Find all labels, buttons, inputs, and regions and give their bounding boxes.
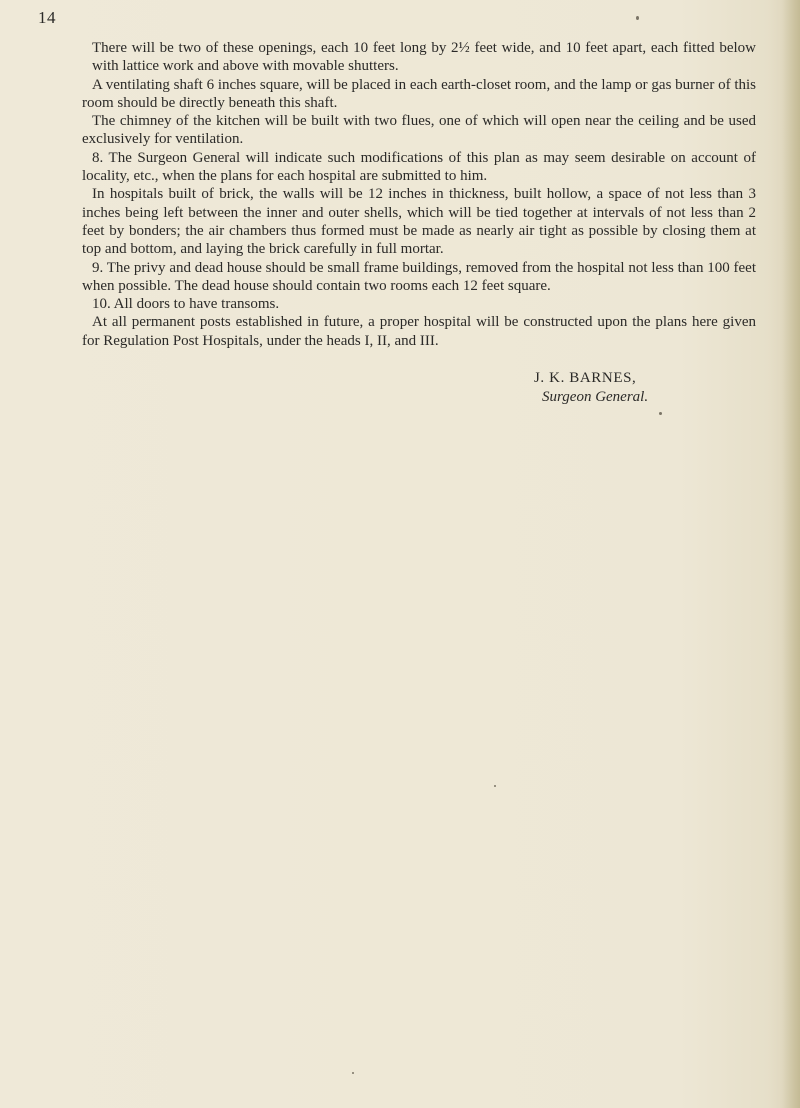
paragraph-text: In hospitals built of brick, the walls will be 12 inches in thickness, built hollow, a space of not less than 3 inches being left between the inner and outer shells, which will be tied together at intervals of not less than 2 feet by bonders; the air chambers thus formed must be made as nearly air tight as possible by closing them at top and bottom, and laying the brick carefully in full mortar. (82, 186, 756, 258)
paper-speck (352, 1072, 354, 1074)
paper-speck (494, 785, 496, 787)
paragraph-9 (82, 259, 756, 296)
paragraph-text: A ventilating shaft 6 inches square, will be placed in each earth-closet room, and the lamp or gas burner of this room should be directly beneath this shaft. (82, 76, 756, 111)
page-edge-stain (782, 0, 800, 1108)
paper-speck (659, 412, 662, 415)
paragraph-10 (82, 295, 756, 313)
paragraph-8 (82, 149, 756, 186)
paragraph-text: At all permanent posts established in future, a proper hospital will be constructed upon the plans here given for Regulation Post Hospitals, under the heads I, II, and III. (82, 314, 756, 349)
paragraph-brick-hospitals (82, 185, 756, 258)
paragraph-permanent-posts (82, 313, 756, 350)
paper-speck (636, 16, 639, 20)
page-number: 14 (38, 8, 56, 27)
paragraph-text: 10. All doors to have transoms. (92, 296, 280, 313)
paragraph-text: 9. The privy and dead house should be small frame buildings, removed from the hospital not less than 100 feet when possible. The dead house should contain two rooms each 12 feet square. (82, 259, 756, 294)
paragraph-openings (92, 39, 756, 76)
signature-title: Surgeon General. (542, 388, 649, 405)
paragraph-text: There will be two of these openings, each 10 feet long by 2½ feet wide, and 10 feet apart, each fitted below with lattice work and above with movable shutters. (92, 40, 756, 75)
paragraph-text: 8. The Surgeon General will indicate such modifications of this plan as may seem desirable on account of locality, etc., when the plans for each hospital are submitted to him. (82, 149, 756, 185)
signature-name: J. K. BARNES, (534, 370, 637, 386)
signature-block (534, 369, 648, 406)
paragraph-chimney (82, 112, 756, 149)
paragraph-text: The chimney of the kitchen will be built with two flues, one of which will open near the ceiling and be used exclusively for ventilation. (82, 113, 756, 148)
body-text (82, 39, 756, 350)
paragraph-ventilating-shaft (82, 76, 756, 113)
